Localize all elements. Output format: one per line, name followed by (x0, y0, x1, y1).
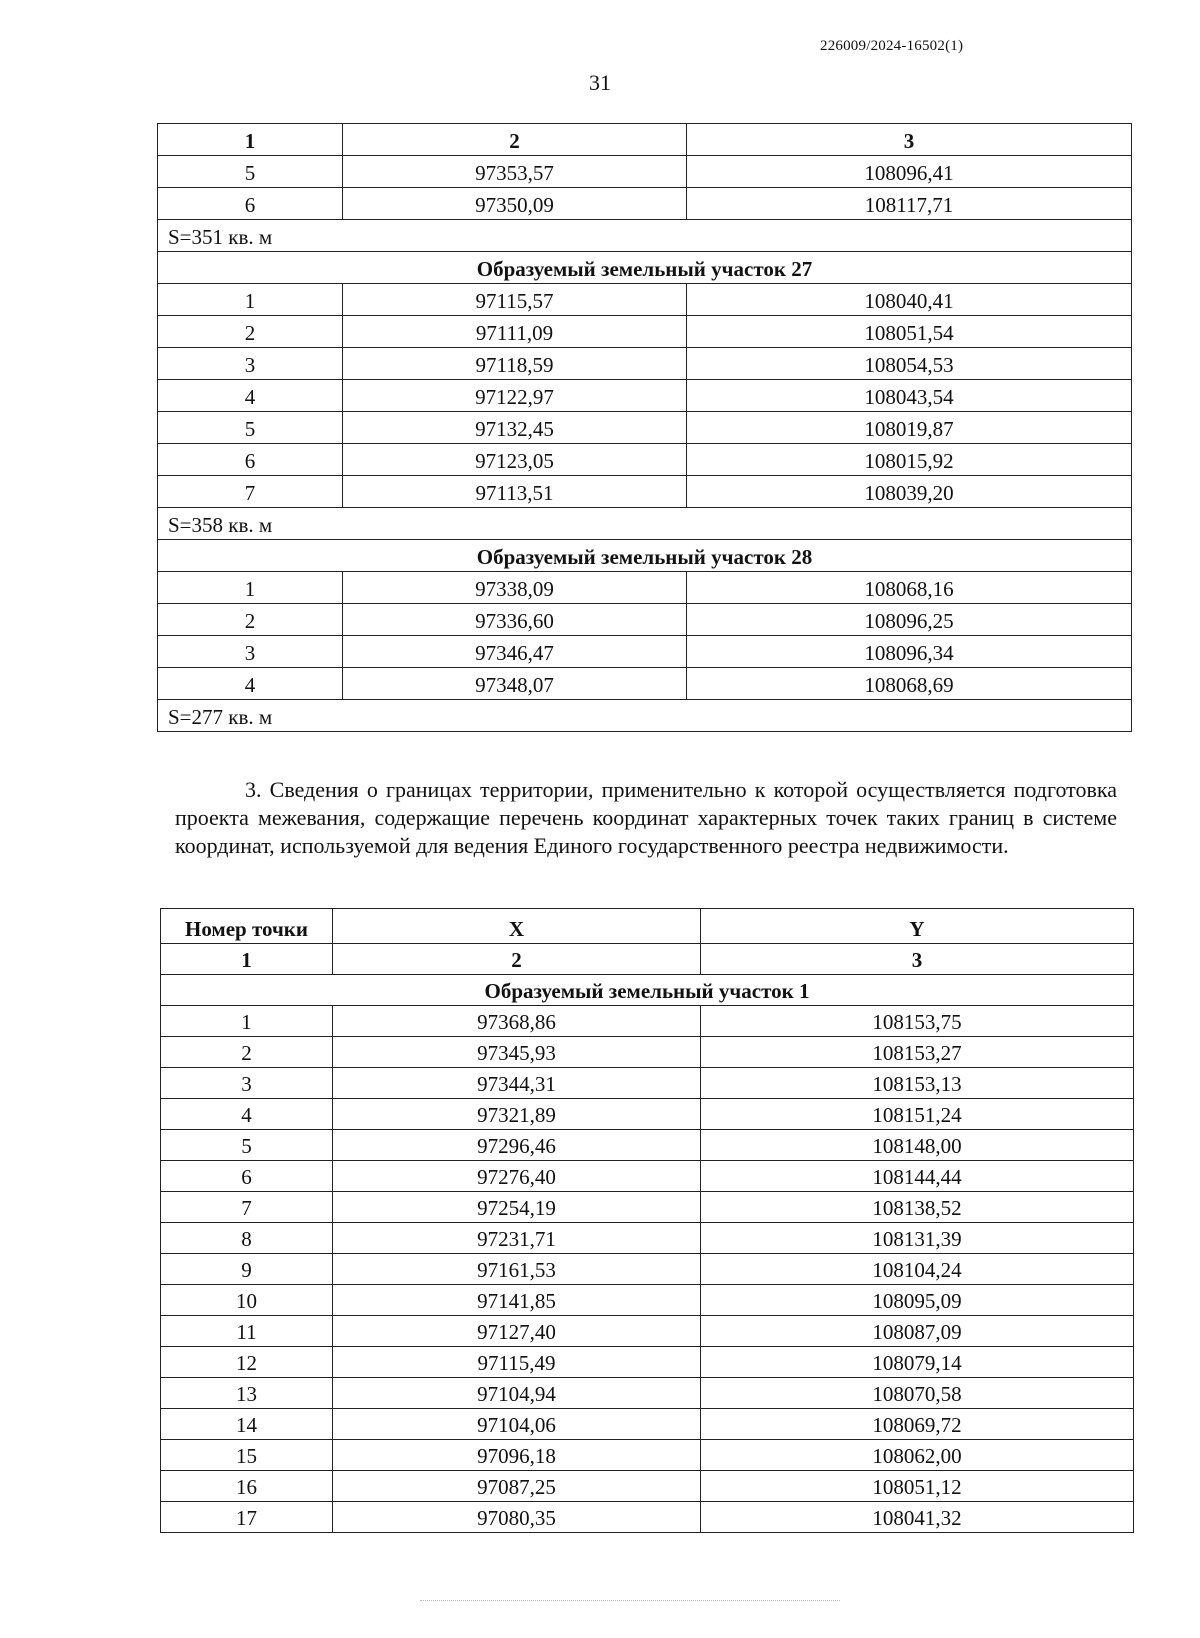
table-row (158, 636, 1132, 668)
y-coordinate-cell: 108095,09 (701, 1285, 1134, 1316)
y-coordinate-cell: 108043,54 (687, 380, 1132, 412)
table-row (158, 188, 1132, 220)
column-number-cell: 3 (687, 124, 1132, 156)
y-coordinate-cell: 108096,41 (687, 156, 1132, 188)
y-coordinate-cell: 108068,16 (687, 572, 1132, 604)
column-number-cell: 1 (161, 944, 333, 975)
x-coordinate-cell: 97321,89 (333, 1099, 701, 1130)
y-coordinate-cell: 108069,72 (701, 1409, 1134, 1440)
y-coordinate-cell: 108068,69 (687, 668, 1132, 700)
x-coordinate-cell: 97296,46 (333, 1130, 701, 1161)
x-coordinate-cell: 97231,71 (333, 1223, 701, 1254)
point-number-cell: 4 (158, 380, 343, 412)
point-number-cell: 2 (161, 1037, 333, 1068)
x-coordinate-cell: 97338,09 (343, 572, 687, 604)
point-number-cell: 1 (158, 284, 343, 316)
table-row (161, 1254, 1134, 1285)
point-number-cell: 16 (161, 1471, 333, 1502)
x-coordinate-cell: 97123,05 (343, 444, 687, 476)
x-coordinate-cell: 97161,53 (333, 1254, 701, 1285)
point-number-cell: 1 (158, 572, 343, 604)
table-row (161, 1099, 1134, 1130)
column-number-cell: 2 (343, 124, 687, 156)
point-number-cell: 5 (161, 1130, 333, 1161)
x-coordinate-cell: 97344,31 (333, 1068, 701, 1099)
y-coordinate-cell: 108054,53 (687, 348, 1132, 380)
table-row (161, 1440, 1134, 1471)
table-row (161, 1378, 1134, 1409)
table-row (161, 1130, 1134, 1161)
x-coordinate-cell: 97111,09 (343, 316, 687, 348)
table-row (158, 412, 1132, 444)
document-number: 226009/2024-16502(1) (820, 38, 964, 54)
point-number-cell: 10 (161, 1285, 333, 1316)
point-number-cell: 3 (158, 348, 343, 380)
point-number-cell: 12 (161, 1347, 333, 1378)
table-row (161, 1068, 1134, 1099)
x-coordinate-cell: 97141,85 (333, 1285, 701, 1316)
parcel-title: Образуемый земельный участок 1 (161, 975, 1134, 1006)
table-row (161, 1316, 1134, 1347)
x-coordinate-cell: 97346,47 (343, 636, 687, 668)
point-number-cell: 7 (161, 1192, 333, 1223)
point-number-cell: 9 (161, 1254, 333, 1285)
y-coordinate-cell: 108148,00 (701, 1130, 1134, 1161)
y-coordinate-cell: 108070,58 (701, 1378, 1134, 1409)
page-number: 31 (589, 70, 611, 95)
table-row (161, 1223, 1134, 1254)
point-number-cell: 2 (158, 604, 343, 636)
point-number-cell: 7 (158, 476, 343, 508)
y-coordinate-cell: 108117,71 (687, 188, 1132, 220)
column-number-cell: 2 (333, 944, 701, 975)
parcel-area: S=351 кв. м (158, 220, 1132, 252)
point-number-cell: 6 (161, 1161, 333, 1192)
point-number-cell: 6 (158, 188, 343, 220)
footer-divider (420, 1600, 840, 1601)
table-row (158, 668, 1132, 700)
column-number-row (161, 944, 1134, 975)
x-coordinate-cell: 97254,19 (333, 1192, 701, 1223)
table-row (158, 572, 1132, 604)
x-coordinate-cell: 97336,60 (343, 604, 687, 636)
y-coordinate-cell: 108096,25 (687, 604, 1132, 636)
boundary-coordinates-table (160, 908, 1134, 1533)
table-row (161, 1285, 1134, 1316)
y-coordinate-cell: 108138,52 (701, 1192, 1134, 1223)
y-coordinate-cell: 108040,41 (687, 284, 1132, 316)
point-number-cell: 8 (161, 1223, 333, 1254)
y-coordinate-cell: 108104,24 (701, 1254, 1134, 1285)
coordinates-table-continued (157, 123, 1132, 732)
y-coordinate-cell: 108041,32 (701, 1502, 1134, 1533)
x-coordinate-cell: 97104,06 (333, 1409, 701, 1440)
y-coordinate-cell: 108153,27 (701, 1037, 1134, 1068)
table-row (158, 156, 1132, 188)
table-row (158, 476, 1132, 508)
parcel-area: S=358 кв. м (158, 508, 1132, 540)
table-row (158, 604, 1132, 636)
column-number-cell: 1 (158, 124, 343, 156)
y-coordinate-cell: 108019,87 (687, 412, 1132, 444)
x-coordinate-cell: 97276,40 (333, 1161, 701, 1192)
x-coordinate-cell: 97348,07 (343, 668, 687, 700)
y-coordinate-cell: 108051,12 (701, 1471, 1134, 1502)
point-number-cell: 4 (158, 668, 343, 700)
y-coordinate-cell: 108015,92 (687, 444, 1132, 476)
point-number-cell: 4 (161, 1099, 333, 1130)
table-row (161, 1409, 1134, 1440)
section-title-row (158, 252, 1132, 284)
table-row (161, 1006, 1134, 1037)
point-number-cell: 3 (161, 1068, 333, 1099)
y-coordinate-cell: 108079,14 (701, 1347, 1134, 1378)
area-row (158, 508, 1132, 540)
point-number-header: Номер точки (161, 909, 333, 944)
x-coordinate-cell: 97080,35 (333, 1502, 701, 1533)
point-number-cell: 2 (158, 316, 343, 348)
x-coordinate-cell: 97096,18 (333, 1440, 701, 1471)
point-number-cell: 1 (161, 1006, 333, 1037)
table-row (161, 1161, 1134, 1192)
x-coordinate-cell: 97350,09 (343, 188, 687, 220)
parcel-title: Образуемый земельный участок 28 (158, 540, 1132, 572)
point-number-cell: 6 (158, 444, 343, 476)
table-row (158, 380, 1132, 412)
point-number-cell: 5 (158, 412, 343, 444)
section-title-row (161, 975, 1134, 1006)
point-number-cell: 15 (161, 1440, 333, 1471)
y-coordinate-cell: 108039,20 (687, 476, 1132, 508)
y-coordinate-cell: 108051,54 (687, 316, 1132, 348)
table-row (158, 316, 1132, 348)
x-coordinate-cell: 97115,57 (343, 284, 687, 316)
y-coordinate-cell: 108144,44 (701, 1161, 1134, 1192)
section-title-row (158, 540, 1132, 572)
y-coordinate-cell: 108153,75 (701, 1006, 1134, 1037)
x-coordinate-cell: 97104,94 (333, 1378, 701, 1409)
table-row (158, 348, 1132, 380)
y-header: Y (701, 909, 1134, 944)
table-row (158, 284, 1132, 316)
section-paragraph (175, 776, 1117, 860)
parcel-area: S=277 кв. м (158, 700, 1132, 732)
table-row (158, 444, 1132, 476)
y-coordinate-cell: 108087,09 (701, 1316, 1134, 1347)
table-row (161, 1502, 1134, 1533)
point-number-cell: 5 (158, 156, 343, 188)
parcel-title: Образуемый земельный участок 27 (158, 252, 1132, 284)
y-coordinate-cell: 108131,39 (701, 1223, 1134, 1254)
x-coordinate-cell: 97113,51 (343, 476, 687, 508)
y-coordinate-cell: 108151,24 (701, 1099, 1134, 1130)
column-number-cell: 3 (701, 944, 1134, 975)
x-coordinate-cell: 97353,57 (343, 156, 687, 188)
x-coordinate-cell: 97118,59 (343, 348, 687, 380)
x-coordinate-cell: 97368,86 (333, 1006, 701, 1037)
table-row (161, 1347, 1134, 1378)
y-coordinate-cell: 108062,00 (701, 1440, 1134, 1471)
x-coordinate-cell: 97132,45 (343, 412, 687, 444)
x-coordinate-cell: 97127,40 (333, 1316, 701, 1347)
y-coordinate-cell: 108096,34 (687, 636, 1132, 668)
x-coordinate-cell: 97122,97 (343, 380, 687, 412)
table-row (161, 1471, 1134, 1502)
area-row (158, 220, 1132, 252)
y-coordinate-cell: 108153,13 (701, 1068, 1134, 1099)
table-row (161, 1192, 1134, 1223)
x-header: X (333, 909, 701, 944)
area-row (158, 700, 1132, 732)
point-number-cell: 14 (161, 1409, 333, 1440)
point-number-cell: 17 (161, 1502, 333, 1533)
column-number-row (158, 124, 1132, 156)
x-coordinate-cell: 97345,93 (333, 1037, 701, 1068)
point-number-cell: 13 (161, 1378, 333, 1409)
column-title-row (161, 909, 1134, 944)
point-number-cell: 11 (161, 1316, 333, 1347)
paragraph-text: 3. Сведения о границах территории, применительно к которой осуществляется подготовка проекта межевания, содержащие перечень координат характерных точек таких границ в системе координат, используемой для ведения Единого государственного реестра недвижимости. (175, 777, 1117, 858)
x-coordinate-cell: 97115,49 (333, 1347, 701, 1378)
x-coordinate-cell: 97087,25 (333, 1471, 701, 1502)
table-row (161, 1037, 1134, 1068)
point-number-cell: 3 (158, 636, 343, 668)
